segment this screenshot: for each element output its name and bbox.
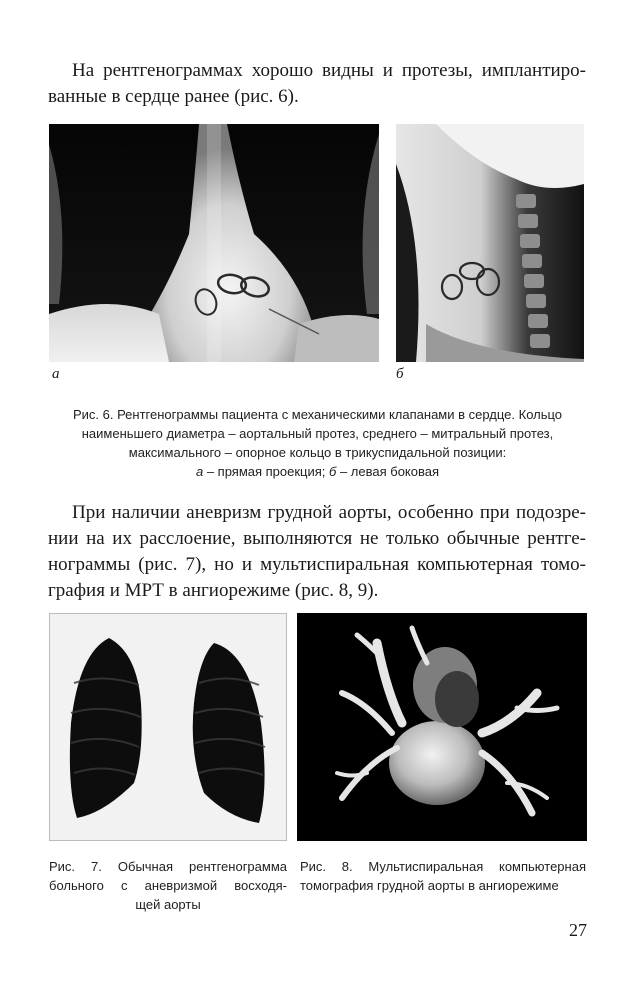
caption-text-b: – левая боковая — [336, 464, 440, 479]
paragraph-line: нии на их расслоение, выполняются не только обычные рентге- — [48, 528, 586, 549]
figure7-caption — [49, 857, 287, 914]
figure6-label-a: а — [52, 366, 60, 382]
caption-text-a: – прямая проекция; — [203, 464, 330, 479]
paragraph-aneurysm — [48, 500, 586, 604]
caption-letter-b: б — [329, 464, 337, 479]
caption-line: томография грудной аорты в ангиорежиме — [300, 878, 559, 893]
paragraph-line: графия и МРТ в ангиорежиме (рис. 8, 9). — [48, 580, 379, 601]
ct-angiography-image — [297, 613, 587, 841]
caption-letter-a: а — [195, 464, 204, 479]
caption-line: максимального – опорное кольцо в трикуспидальной позиции: — [128, 445, 507, 460]
caption-line: Рис. 6. Рентгенограммы пациента с механическими клапанами в сердце. Кольцо — [72, 407, 563, 422]
figure6-caption — [30, 405, 605, 481]
figure6-label-b: б — [396, 366, 404, 382]
paragraph-line: На рентгенограммах хорошо видны и протезы, имплантиро- — [72, 60, 586, 81]
xray-aneurysm-image — [49, 613, 287, 841]
caption-line — [30, 462, 605, 481]
xray-lateral-image — [396, 124, 584, 362]
xray-frontal-image — [49, 124, 379, 362]
caption-line: больного с аневризмой восходя- — [49, 878, 287, 893]
caption-line: щей аорты — [135, 897, 201, 912]
paragraph-line: нограммы (рис. 7), но и мультиспиральная компьютерная томо- — [48, 554, 586, 575]
paragraph-line: ванные в сердце ранее (рис. 6). — [48, 86, 299, 107]
caption-line: наименьшего диаметра – аортальный протез, среднего – митральный протез, — [81, 426, 554, 441]
caption-line: Рис. 7. Обычная рентгенограмма — [49, 859, 287, 874]
figure8-caption — [300, 857, 586, 895]
caption-line: Рис. 8. Мультиспиральная компьютерная — [300, 859, 586, 874]
page-number: 27 — [569, 920, 587, 940]
paragraph-line: При наличии аневризм грудной аорты, особенно при подозре- — [72, 502, 586, 523]
paragraph-intro — [48, 58, 586, 110]
